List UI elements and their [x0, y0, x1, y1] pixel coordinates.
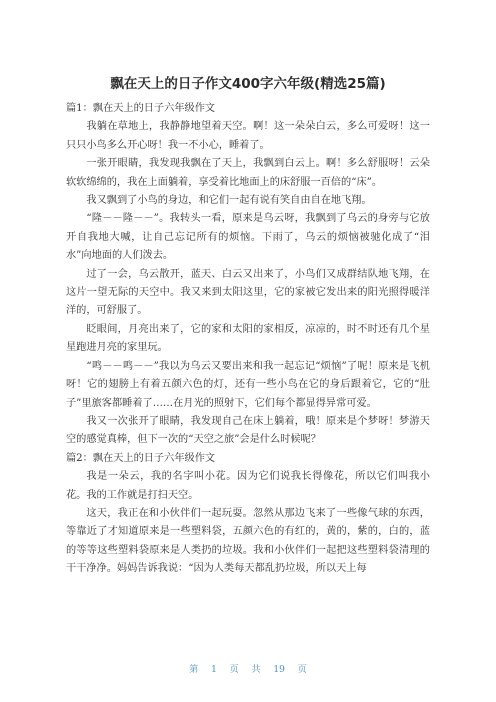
section-heading-2: 篇2：飘在天上的日子六年级作文 [66, 452, 216, 464]
paragraph: 我是一朵云，我的名字叫小花。因为它们说我长得像花，所以它们叫我小花。我的工作就是打扫天空。 [66, 471, 430, 501]
paragraph: “隆－－隆－－”。我转头一看，原来是乌云呀，我飘到了乌云的身旁与它放开自我地大喊，让自己忘记所有的烦恼。下雨了，乌云的烦恼被驰化成了“泪水”向地面的人们泼去。 [66, 213, 430, 262]
section-heading-1: 篇1：飘在天上的日子六年级作文 [66, 103, 216, 114]
paragraph: 我又飘到了小鸟的身边，和它们一起有说有笑自由自在地飞翔。 [86, 195, 372, 207]
document-title: 飘在天上的日子作文400字六年级(精选25篇) [110, 76, 386, 92]
paragraph: “鸣－－鸣－－”我以为乌云又要出来和我一起忘记“烦恼”了呢！原来是飞机呀！它的翅膀上有着五颜六色的灯，还有一些小鸟在它的身后跟着它，它的“肚子”里旅客都睡着了……在月光的照射下，它们每个都显得异常可爱。 [66, 360, 430, 409]
paragraph: 这天，我正在和小伙伴们一起玩耍。忽然从那边飞来了一些像气球的东西，等靠近了才知道原来是一些塑料袋，五颜六色的有红的，黄的，紫的，白的，蓝的等等这些塑料袋原来是人类扔的垃圾。我和小伙伴们一起把这些塑料袋清理的干干净净。妈妈告诉我说：“因为人类每天都乱扔垃圾，所以天上每 [66, 507, 430, 575]
page-number-footer: 第 1 页 共 19 页 [189, 665, 307, 675]
paragraph: 我躺在草地上，我静静地望着天空。啊！这一朵朵白云，多么可爱呀！这一只只小鸟多么开心呀！我一不小心，睡着了。 [66, 121, 430, 151]
paragraph: 我又一次张开了眼睛，我发现自己在床上躺着，哦！原来是个梦呀！梦游天空的感觉真棒，但下一次的“天空之旅”会是什么时候呢？ [66, 415, 430, 446]
paragraph: 眨眼间，月亮出来了，它的家和太阳的家相反，凉凉的，时不时还有几个星星跑进月亮的家里玩。 [66, 323, 430, 354]
paragraph: 一张开眼睛，我发现我飘在了天上，我飘到白云上。啊！多么舒服呀！云朵软软绵绵的，我在上面躺着，享受着比地面上的床舒服一百倍的“床”。 [66, 158, 430, 188]
paragraph: 过了一会，乌云散开，蓝天、白云又出来了，小鸟们又成群结队地飞翔，在这片一望无际的天空中。我又来到太阳这里，它的家被它发出来的阳光照得暖洋洋的，可舒服了。 [66, 268, 430, 317]
document-body [66, 100, 430, 579]
